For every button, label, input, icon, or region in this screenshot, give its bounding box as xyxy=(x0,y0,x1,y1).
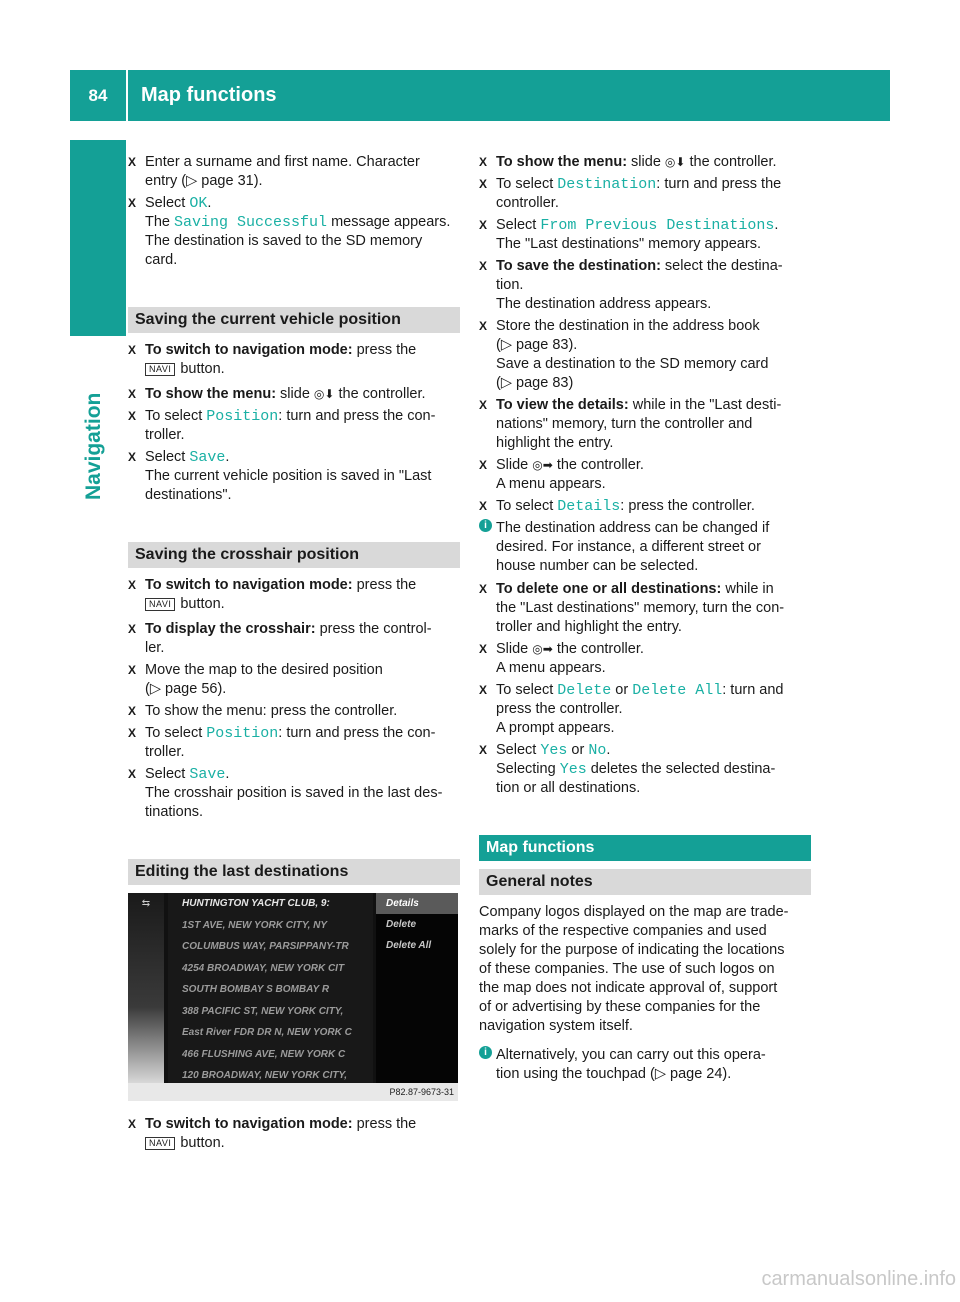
section-heading: Saving the crosshair position xyxy=(128,542,460,568)
step: X To select Details: press the controller. xyxy=(479,498,755,515)
image-code-bar xyxy=(128,1083,458,1101)
step-arrow-icon: X xyxy=(479,177,488,191)
step-arrow-icon: X xyxy=(479,683,488,697)
destination-list-item[interactable]: HUNTINGTON YACHT CLUB, 9: xyxy=(182,898,330,909)
device-screenshot xyxy=(128,893,458,1101)
step-arrow-icon: X xyxy=(128,726,137,740)
info-note: i The destination address can be changed if desired. For instance, a different street or house number can be selected. xyxy=(479,519,811,576)
menu-item-save: Save xyxy=(189,766,226,783)
step-arrow-icon: X xyxy=(128,450,137,464)
page-ref-icon: ▷ xyxy=(500,375,512,391)
controller-slide-down-icon: ◎⬇ xyxy=(313,387,335,401)
destination-list-item[interactable]: COLUMBUS WAY, PARSIPPANY-TR xyxy=(182,941,349,952)
section-heading: Saving the current vehicle position xyxy=(128,307,460,333)
step-arrow-icon: X xyxy=(479,743,488,757)
destination-list-item[interactable]: SOUTH BOMBAY S BOMBAY R xyxy=(182,984,330,995)
menu-item-save: Save xyxy=(189,449,226,466)
menu-item-position: Position xyxy=(206,725,279,742)
context-menu-item[interactable]: Delete All xyxy=(386,940,432,951)
destination-list xyxy=(168,893,373,1083)
step-arrow-icon: X xyxy=(479,458,488,472)
step-arrow-icon: X xyxy=(479,499,488,513)
step: X Slide ◎➡ the controller. A menu appears. xyxy=(479,641,644,676)
step-arrow-icon: X xyxy=(479,582,488,596)
step-arrow-icon: X xyxy=(128,663,137,677)
step-arrow-icon: X xyxy=(128,704,137,718)
step-arrow-icon: X xyxy=(128,1117,137,1131)
menu-item-yes: Yes xyxy=(559,761,587,778)
page-ref-icon: ▷ xyxy=(149,681,161,697)
step: X To save the destination: select the destina- tion. The destination address appears. xyxy=(479,258,783,312)
step: X Select From Previous Destinations. The "Last destinations" memory appears. xyxy=(479,217,779,252)
step-arrow-icon: X xyxy=(128,578,137,592)
page-ref-icon: ▷ xyxy=(186,173,198,189)
menu-item-ok: OK xyxy=(189,195,208,212)
step-arrow-icon: X xyxy=(128,343,137,357)
step: X To select Position: turn and press the con- troller. xyxy=(128,408,436,443)
context-menu-item[interactable]: Delete xyxy=(386,919,417,930)
destination-list-item[interactable]: 388 PACIFIC ST, NEW YORK CITY, xyxy=(182,1005,344,1017)
navi-button-icon: NAVI xyxy=(145,598,175,611)
step: X Store the destination in the address book (▷ page 83). Save a destination to the SD memory card (▷ page 83) xyxy=(479,318,769,391)
step: X Enter a surname and first name. Character entry (▷ page 31). xyxy=(128,154,420,189)
destination-list-item[interactable]: 4254 BROADWAY, NEW YORK CIT xyxy=(182,962,345,974)
step: X To show the menu: slide ◎⬇ the controller. xyxy=(128,386,426,402)
step: X Slide ◎➡ the controller. A menu appears. xyxy=(479,457,644,492)
step: X To switch to navigation mode: press the NAVI button. xyxy=(128,1116,417,1151)
step-arrow-icon: X xyxy=(479,155,488,169)
step-arrow-icon: X xyxy=(479,398,488,412)
destination-list-item[interactable]: 466 FLUSHING AVE, NEW YORK C xyxy=(182,1048,346,1060)
controller-slide-right-icon: ◎➡ xyxy=(532,458,553,472)
chapter-tab xyxy=(70,140,126,336)
destination-list-item[interactable]: 120 BROADWAY, NEW YORK CITY, xyxy=(182,1070,348,1081)
page-ref-icon: ▷ xyxy=(654,1066,666,1082)
info-note: i Alternatively, you can carry out this opera- tion using the touchpad (▷ page 24). xyxy=(479,1046,811,1084)
menu-item-details: Details xyxy=(557,498,621,515)
message-saving-successful: Saving Successful xyxy=(174,214,328,231)
info-icon: i xyxy=(479,519,492,532)
context-menu-item[interactable]: Details xyxy=(376,893,458,914)
menu-item-position: Position xyxy=(206,408,279,425)
menu-item-delete-all: Delete All xyxy=(632,682,723,699)
menu-item-no: No xyxy=(588,742,607,759)
page-title: Map functions xyxy=(141,84,277,106)
step: X To show the menu: press the controller. xyxy=(128,703,398,719)
section-heading: Editing the last destinations xyxy=(128,859,460,885)
info-icon: i xyxy=(479,1046,492,1059)
navi-button-icon: NAVI xyxy=(145,363,175,376)
step-arrow-icon: X xyxy=(128,409,137,423)
step-arrow-icon: X xyxy=(128,622,137,636)
step: X To display the crosshair: press the control- ler. xyxy=(128,621,432,656)
step: X Select Yes or No. Selecting Yes deletes the selected destina- tion or all destinations. xyxy=(479,742,776,796)
step: X To view the details: while in the "Last desti- nations" memory, turn the controller and highlight the entry. xyxy=(479,397,782,451)
section-heading-map-functions: Map functions xyxy=(479,835,811,861)
step-arrow-icon: X xyxy=(128,767,137,781)
controller-slide-right-icon: ◎➡ xyxy=(532,642,553,656)
section-heading-general-notes: General notes xyxy=(479,869,811,895)
left-column xyxy=(128,153,460,1156)
step-arrow-icon: X xyxy=(479,642,488,656)
step-arrow-icon: X xyxy=(128,196,137,210)
menu-item-from-previous-destinations: From Previous Destinations xyxy=(540,217,775,234)
step-arrow-icon: X xyxy=(128,155,137,169)
menu-item-delete: Delete xyxy=(557,682,612,699)
step: X To select Destination: turn and press the controller. xyxy=(479,176,782,211)
right-column xyxy=(479,153,811,1087)
page-ref-icon: ▷ xyxy=(500,337,512,353)
step: X To show the menu: slide ◎⬇ the controller. xyxy=(479,154,777,170)
step: X Move the map to the desired position (▷ page 56). xyxy=(128,662,383,697)
step-arrow-icon: X xyxy=(479,319,488,333)
chapter-label: Navigation xyxy=(82,392,105,500)
page-header xyxy=(70,70,890,121)
step: X To select Delete or Delete All: turn and press the controller. A prompt appears. xyxy=(479,682,784,736)
step: X Select Save. The current vehicle position is saved in "Last destinations". xyxy=(128,449,432,503)
back-arrows-icon: ⇆ xyxy=(141,898,151,909)
step: X To switch to navigation mode: press the NAVI button. xyxy=(128,577,417,612)
screen-left-panel xyxy=(128,893,164,1083)
header-divider xyxy=(126,70,128,121)
navi-button-icon: NAVI xyxy=(145,1137,175,1150)
context-menu xyxy=(376,893,458,1083)
step: X To delete one or all destinations: while in the "Last destinations" memory, turn the con- troller and highlight the entry. xyxy=(479,581,785,635)
general-notes-paragraph: Company logos displayed on the map are trade- marks of the respective companies and used solely for the purpose of indicating the locations of these companies. The use of such logos on the map does not indicate approval of, support of or advertising by these companies for the navigation system itself. xyxy=(479,904,789,1034)
step-arrow-icon: X xyxy=(479,218,488,232)
page-number: 84 xyxy=(88,86,108,105)
step: X Select Save. The crosshair position is saved in the last des- tinations. xyxy=(128,766,443,820)
controller-slide-down-icon: ◎⬇ xyxy=(664,155,686,169)
step: X To select Position: turn and press the con- troller. xyxy=(128,725,436,760)
step-arrow-icon: X xyxy=(128,387,137,401)
step-arrow-icon: X xyxy=(479,259,488,273)
step: X Select OK. The Saving Successful message appears. The destination is saved to the SD memory card. xyxy=(128,195,451,268)
destination-list-item[interactable]: East River FDR DR N, NEW YORK C xyxy=(182,1027,352,1038)
image-code: P82.87-9673-31 xyxy=(389,1087,454,1097)
destination-list-item[interactable]: 1ST AVE, NEW YORK CITY, NY xyxy=(182,919,328,931)
menu-item-yes: Yes xyxy=(540,742,568,759)
menu-item-destination: Destination xyxy=(557,176,657,193)
step: X To switch to navigation mode: press the NAVI button. xyxy=(128,342,417,377)
